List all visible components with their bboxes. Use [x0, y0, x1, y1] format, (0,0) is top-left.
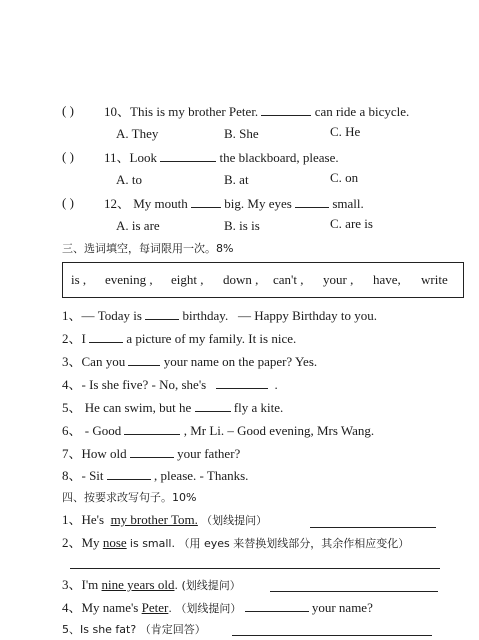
s3-item-6-blank[interactable]	[124, 422, 180, 435]
s3-item-8-text: 8、- Sit	[62, 468, 104, 483]
word-bank-item: can't ,	[273, 272, 304, 287]
s3-item-8	[62, 467, 248, 484]
s4-item-1-instruction: （划线提问）	[201, 514, 268, 527]
word-bank-item: down ,	[223, 272, 259, 287]
word-bank-item: eight ,	[171, 272, 204, 287]
s3-item-8-blank[interactable]	[107, 467, 151, 480]
q11-opt-a: A. to	[116, 172, 142, 187]
q12-opt-b: B. is is	[224, 218, 260, 233]
answer-line[interactable]	[70, 568, 440, 569]
section-4-title: 四、按要求改写句子。10%	[62, 491, 197, 504]
s3-item-1-text: 1、— Today is	[62, 308, 142, 323]
word-bank-item: is ,	[71, 272, 87, 287]
q10-stem-b: can ride a bicycle.	[314, 104, 410, 119]
q10-opt-c: C. He	[330, 124, 361, 139]
s3-item-1	[62, 307, 377, 324]
s4-item-1-underlined: my brother Tom.	[110, 512, 198, 527]
s3-item-8-text-b: , please. - Thanks.	[154, 468, 249, 483]
s4-item-2	[62, 535, 409, 552]
s4-item-3-text: 3、I'm	[62, 577, 99, 592]
s3-item-5-text-b: fly a kite.	[233, 400, 284, 415]
s3-item-7-text-b: your father?	[177, 446, 241, 461]
word-bank-item: write	[421, 272, 448, 287]
s3-item-4-text: 4、- Is she five? - No, she's	[62, 377, 207, 392]
s4-item-4	[62, 599, 373, 617]
word-bank-item: your ,	[323, 272, 354, 287]
s4-item-4-blank[interactable]	[245, 599, 309, 612]
s3-item-2-text: 2、I	[62, 331, 86, 346]
s3-item-1-text-b: birthday.	[182, 308, 229, 323]
s3-item-3-blank[interactable]	[128, 353, 160, 366]
section-3-title: 三、选词填空，每词限用一次。8%	[62, 242, 234, 255]
s4-item-3-underlined: nine years old	[101, 577, 175, 592]
s3-item-2-blank[interactable]	[89, 330, 123, 343]
word-bank-item: have,	[373, 272, 401, 287]
s3-item-5	[62, 399, 283, 416]
s4-item-4-text-c: your name?	[311, 600, 373, 615]
question-12	[104, 195, 364, 212]
s3-item-2-text-b: a picture of my family. It is nice.	[126, 331, 297, 346]
question-10	[104, 103, 409, 120]
s3-item-5-text: 5、 He can swim, but he	[62, 400, 192, 415]
q12-stem-b: big. My eyes	[224, 196, 292, 211]
word-bank-box	[62, 262, 464, 298]
s4-item-2-instruction: is small. （用 eyes 来替换划线部分，其余作相应变化）	[129, 537, 410, 550]
s3-item-1-text-c: — Happy Birthday to you.	[237, 308, 377, 323]
q11-opt-c: C. on	[330, 170, 359, 185]
q10-stem-a: 10、This is my brother Peter.	[104, 104, 259, 119]
q12-blank-2[interactable]	[295, 195, 329, 208]
q12-stem-c: small.	[332, 196, 364, 211]
answer-paren: ( )	[62, 149, 74, 164]
s3-item-6-text-b: , Mr Li. – Good evening, Mrs Wang.	[183, 423, 375, 438]
s4-item-1-text: 1、He's	[62, 512, 105, 527]
q10-opt-b: B. She	[224, 126, 259, 141]
s3-item-4-blank[interactable]	[216, 376, 268, 389]
q10-blank[interactable]	[261, 103, 311, 116]
s4-item-2-text: 2、My	[62, 535, 100, 550]
s3-item-7-blank[interactable]	[130, 445, 174, 458]
word-bank-item: evening ,	[105, 272, 153, 287]
s4-item-3-instruction: . (划线提问）	[174, 579, 241, 592]
q10-opt-a: A. They	[116, 126, 159, 141]
s4-item-4-text: 4、My name's	[62, 600, 139, 615]
s4-item-4-underlined: Peter	[141, 600, 169, 615]
q11-stem-a: 11、Look	[104, 150, 157, 165]
q12-stem-a: 12、 My mouth	[104, 196, 188, 211]
s4-item-5-text: 5、Is she fat? （肯定回答）	[62, 623, 206, 636]
q12-blank-1[interactable]	[191, 195, 221, 208]
s3-item-3-text: 3、Can you	[62, 354, 126, 369]
q12-opt-a: A. is are	[116, 218, 160, 233]
s3-item-4	[62, 376, 278, 393]
s3-item-6-text: 6、 - Good	[62, 423, 122, 438]
answer-paren: ( )	[62, 195, 74, 210]
answer-paren: ( )	[62, 103, 74, 118]
answer-line[interactable]	[270, 591, 438, 592]
s3-item-7-text: 7、How old	[62, 446, 127, 461]
s4-item-4-instruction: . （划线提问）	[168, 602, 242, 615]
s4-item-1	[62, 512, 267, 529]
s4-item-2-underlined: nose	[102, 535, 127, 550]
answer-line[interactable]	[310, 527, 436, 528]
s3-item-1-blank[interactable]	[145, 307, 179, 320]
q11-opt-b: B. at	[224, 172, 249, 187]
s3-item-7	[62, 445, 240, 462]
s3-item-5-blank[interactable]	[195, 399, 231, 412]
s4-item-3	[62, 577, 241, 594]
s3-item-4-text-b: .	[274, 377, 278, 392]
q11-blank[interactable]	[160, 149, 216, 162]
q11-stem-b: the blackboard, please.	[219, 150, 339, 165]
s4-item-5	[62, 621, 206, 638]
question-11	[104, 149, 339, 166]
s3-item-3-text-b: your name on the paper? Yes.	[163, 354, 318, 369]
s3-item-2	[62, 330, 296, 347]
q12-opt-c: C. are is	[330, 216, 373, 231]
answer-line[interactable]	[232, 635, 432, 636]
s3-item-6	[62, 422, 374, 439]
s3-item-3	[62, 353, 317, 370]
